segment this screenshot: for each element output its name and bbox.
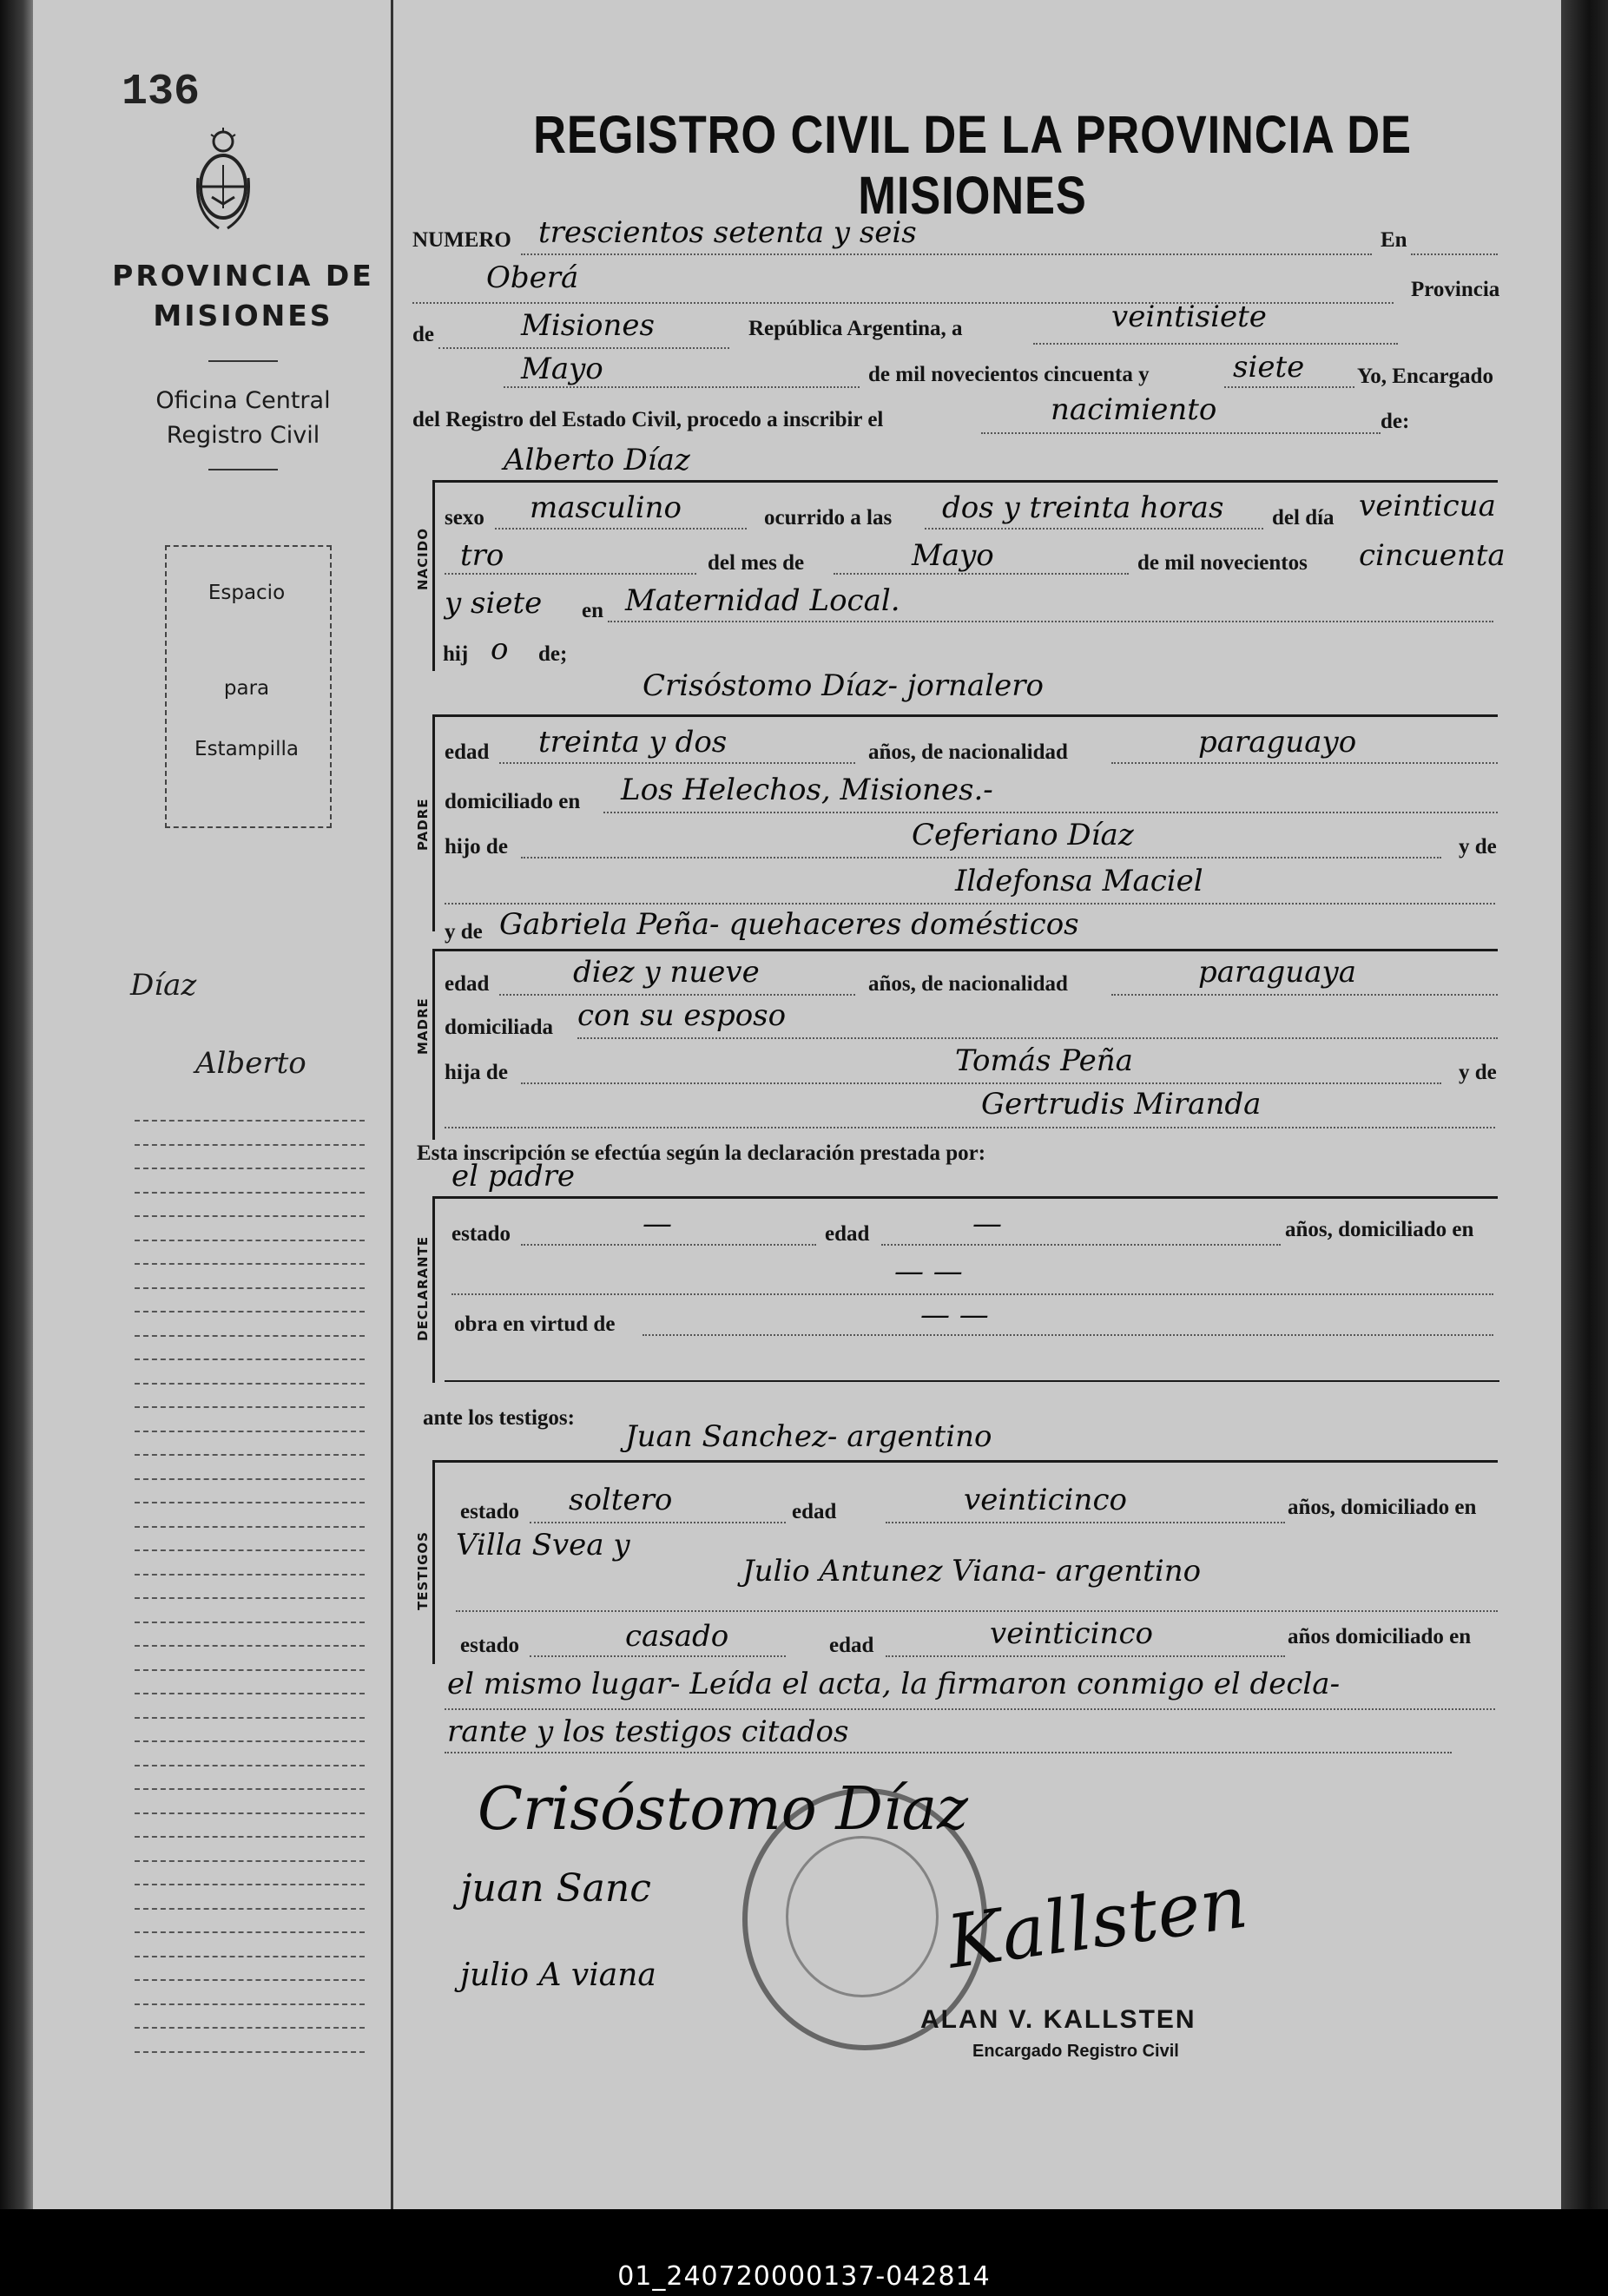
republica-label: República Argentina, a (748, 317, 963, 340)
closing-line-1: el mismo lugar- Leída el acta, la firmaron conmigo el decla- (447, 1667, 1341, 1701)
t1-estado-value: soltero (569, 1483, 673, 1517)
act-value: nacimiento (1051, 392, 1217, 427)
line (1033, 343, 1398, 345)
line (445, 1752, 1452, 1753)
margin-rule-line (135, 1860, 365, 1863)
divider (208, 469, 278, 470)
section-rule (434, 480, 1498, 483)
t1-edad-label: edad (792, 1500, 837, 1523)
place-value: Oberá (486, 260, 579, 295)
line (445, 903, 1495, 905)
section-rule (434, 949, 1498, 951)
margin-rule-line (135, 1335, 365, 1338)
padre-father-value: Ceferiano Díaz (912, 818, 1134, 852)
decl-edad-label: edad (825, 1222, 870, 1246)
child-name: Alberto Díaz (504, 443, 690, 477)
line (603, 812, 1498, 813)
line (881, 1244, 1281, 1246)
hijo-de-label: de; (538, 642, 568, 666)
madre-nac-label: años, de nacionalidad (868, 972, 1068, 996)
section-rule (434, 1196, 1498, 1199)
margin-rule-line (135, 1215, 365, 1218)
margin-rule-line (135, 1240, 365, 1242)
madre-father-value: Tomás Peña (955, 1043, 1133, 1078)
mother-name: Gabriela Peña- quehaceres domésticos (499, 907, 1079, 942)
margin-rule-line (135, 1263, 365, 1266)
t2-edad-label: edad (829, 1634, 874, 1657)
document-title: REGISTRO CIVIL DE LA PROVINCIA DE MISIONES (533, 105, 1412, 225)
decl-obra-label: obra en virtud de (454, 1312, 616, 1336)
section-rule (434, 714, 1498, 717)
padre-mother-value: Ildefonsa Maciel (955, 864, 1203, 898)
de-label: de (412, 323, 434, 346)
section-border (432, 480, 435, 671)
margin-rule-line (135, 1931, 365, 1934)
padre-yde-label: y de (1459, 835, 1497, 859)
sexo-label: sexo (445, 506, 484, 530)
margin-given-name: Alberto (195, 1046, 306, 1081)
line (530, 1655, 786, 1657)
line (1111, 762, 1498, 764)
decl-dom-value: — — (894, 1254, 963, 1289)
signature-witness-2: julio A viana (460, 1957, 656, 1993)
t1-estado-label: estado (460, 1500, 520, 1523)
t1-edad-value: veinticinco (964, 1483, 1127, 1517)
line (456, 1610, 1498, 1612)
line (521, 1244, 816, 1246)
scan-id: 01_240720000137-042814 (617, 2261, 991, 2292)
margin-rule-line (135, 2051, 365, 2054)
margin-rule-line (135, 1669, 365, 1672)
margin-rule-line (135, 1478, 365, 1481)
margin-rule-line (135, 1693, 365, 1695)
declarante-section-label: DECLARANTE (415, 1235, 431, 1341)
dia-value: veinticua (1359, 489, 1496, 523)
official-name: ALAN V. KALLSTEN (920, 2005, 1196, 2034)
section-border (432, 1196, 435, 1383)
margin-rule-line (135, 1311, 365, 1313)
line (438, 347, 729, 349)
hora-value: dos y treinta horas (942, 490, 1224, 525)
signature-witness-1: juan Sanc (460, 1866, 651, 1911)
margin-rule-line (135, 1383, 365, 1385)
decl-edad-value: — (972, 1207, 1002, 1241)
line (521, 253, 1372, 255)
madre-mother-value: Gertrudis Miranda (981, 1087, 1262, 1122)
margin-rule-line (135, 1287, 365, 1290)
province-value: Misiones (521, 308, 655, 343)
hijo-value: o (491, 632, 509, 667)
dia-value-2: tro (460, 538, 504, 573)
province-line-2: MISIONES (153, 299, 333, 332)
padre-dom-label: domiciliado en (445, 790, 581, 813)
padre-edad-value: treinta y dos (538, 725, 728, 760)
decl-obra-value: — — (920, 1298, 989, 1332)
declarante-name: el padre (451, 1159, 575, 1194)
line (1411, 253, 1498, 255)
line (530, 1522, 786, 1523)
ocurrido-label: ocurrido a las (764, 506, 893, 530)
month-value: Mayo (521, 352, 603, 386)
testigo-1-name: Juan Sanchez- argentino (625, 1419, 992, 1454)
mes-value: Mayo (912, 538, 994, 573)
margin-rule-line (135, 1502, 365, 1504)
nacido-section-label: NACIDO (415, 528, 431, 590)
folio-number: 136 (122, 68, 201, 117)
line (504, 386, 860, 388)
anio-value-2: y siete (445, 586, 543, 621)
madre-section-label: MADRE (415, 997, 431, 1055)
father-name: Crisóstomo Díaz- jornalero (643, 668, 1044, 703)
section-border (432, 1460, 435, 1664)
en-label: en (582, 599, 603, 622)
padre-edad-label: edad (445, 740, 490, 764)
office-line-2: Registro Civil (166, 422, 320, 449)
line (643, 1334, 1493, 1336)
margin-rule-line (135, 1144, 365, 1147)
margin-rule-line (135, 1622, 365, 1624)
t2-edad-value: veinticinco (990, 1616, 1153, 1651)
closing-line-2: rante y los testigos citados (447, 1714, 849, 1749)
t2-estado-label: estado (460, 1634, 520, 1657)
margin-rule-line (135, 2003, 365, 2006)
anio-label: de mil novecientos (1137, 551, 1308, 575)
coat-of-arms-icon (193, 126, 254, 239)
sexo-value: masculino (530, 490, 682, 525)
margin-rule-line (135, 1717, 365, 1720)
madre-yde-label: y de (445, 920, 483, 944)
numero-label: NUMERO (412, 228, 511, 252)
anio-value: cincuenta (1359, 538, 1506, 573)
madre-edad-label: edad (445, 972, 490, 996)
decl-anios-label: años, domiciliado en (1285, 1218, 1474, 1241)
margin-rule-line (135, 1359, 365, 1361)
padre-hijo-de-label: hijo de (445, 835, 508, 859)
madre-dom-label: domiciliada (445, 1016, 554, 1039)
section-rule (434, 1460, 1498, 1463)
margin-rule-line (135, 1454, 365, 1457)
margin-surname: Díaz (130, 968, 197, 1003)
line (834, 573, 1129, 575)
hijo-label: hij (443, 642, 469, 666)
province-line-1: PROVINCIA DE (112, 259, 374, 293)
padre-nac-value: paraguayo (1198, 725, 1357, 760)
line (925, 528, 1263, 530)
line (886, 1522, 1285, 1523)
stamp-label-1: Espacio (208, 582, 286, 604)
margin-rule-line (135, 1788, 365, 1791)
province-heading (96, 256, 391, 336)
provincia-label: Provincia (1411, 278, 1500, 301)
margin-rule-line (135, 1765, 365, 1767)
divider (208, 360, 278, 362)
line (445, 1708, 1495, 1710)
stamp-label-3: Estampilla (194, 738, 299, 760)
padre-dom-value: Los Helechos, Misiones.- (621, 773, 993, 807)
madre-yde-label-2: y de (1459, 1061, 1497, 1084)
mes-label: del mes de (708, 551, 805, 575)
decl-estado-value: — (643, 1207, 672, 1241)
book-left-edge (0, 0, 33, 2209)
margin-rule-line (135, 1979, 365, 1982)
official-seal-inner (786, 1836, 939, 1997)
line (577, 1037, 1498, 1039)
margin-rule-line (135, 1956, 365, 1958)
line (981, 432, 1381, 434)
line (886, 1655, 1285, 1657)
en-label: En (1381, 228, 1407, 252)
margin-rule-line (135, 1168, 365, 1170)
day-value: veintisiete (1111, 299, 1267, 334)
padre-section-label: PADRE (415, 798, 431, 851)
official-role: Encargado Registro Civil (972, 2042, 1179, 2061)
margin-rule-line (135, 1574, 365, 1576)
line (608, 621, 1493, 622)
margin-rule-line (135, 1884, 365, 1886)
margin-rule-line (135, 1645, 365, 1648)
margin-rule-line (135, 1549, 365, 1552)
line (445, 1127, 1495, 1128)
year-value: siete (1233, 350, 1305, 385)
section-border (432, 949, 435, 1140)
padre-nac-label: años, de nacionalidad (868, 740, 1068, 764)
year-label: de mil novecientos cincuenta y (868, 363, 1150, 386)
office-heading (96, 384, 391, 453)
signature-official: Kallsten (941, 1859, 1253, 1985)
birth-place-value: Maternidad Local. (625, 583, 900, 618)
margin-rule-line (135, 2027, 365, 2030)
line (495, 528, 747, 530)
t2-anios-label: años domiciliado en (1288, 1625, 1472, 1648)
madre-hija-de-label: hija de (445, 1061, 508, 1084)
line (521, 857, 1441, 859)
registro-label: del Registro del Estado Civil, procedo a inscribir el (412, 408, 884, 431)
margin-rule-line (135, 1740, 365, 1743)
t1-anios-label: años, domiciliado en (1288, 1496, 1477, 1519)
yo-label: Yo, Encargado (1357, 365, 1493, 388)
margin-rule-line (135, 1120, 365, 1122)
signature-father: Crisóstomo Díaz (478, 1775, 968, 1844)
line (521, 1082, 1441, 1084)
margin-rule-line (135, 1812, 365, 1815)
testigos-intro: ante los testigos: (423, 1406, 575, 1430)
del-dia-label: del día (1272, 506, 1335, 530)
line (1224, 386, 1354, 388)
margin-rule-line (135, 1431, 365, 1433)
margin-rule-line (135, 1908, 365, 1911)
madre-edad-value: diez y nueve (573, 955, 760, 990)
line (445, 573, 696, 575)
margin-rule-line (135, 1526, 365, 1529)
margin-rule-line (135, 1406, 365, 1409)
t1-dom-value: Villa Svea y (456, 1528, 630, 1562)
office-line-1: Oficina Central (155, 387, 331, 414)
decl-estado-label: estado (451, 1222, 511, 1246)
line (451, 1293, 1493, 1295)
testigo-2-name: Julio Antunez Viana- argentino (742, 1554, 1202, 1589)
book-spine (1561, 0, 1608, 2209)
t2-estado-value: casado (625, 1619, 729, 1654)
madre-dom-value: con su esposo (577, 998, 787, 1033)
line (499, 762, 855, 764)
stamp-label-2: para (223, 677, 270, 700)
margin-rule-line (135, 1597, 365, 1600)
margin-rule-line (135, 1192, 365, 1194)
de-label-3: de: (1381, 410, 1410, 433)
testigos-section-label: TESTIGOS (415, 1531, 431, 1610)
line (1111, 994, 1498, 996)
numero-value: trescientos setenta y seis (538, 215, 917, 250)
section-rule (445, 1380, 1499, 1382)
section-border (432, 714, 435, 931)
line (499, 994, 855, 996)
margin-rule-line (135, 1836, 365, 1839)
madre-nac-value: paraguaya (1198, 955, 1356, 990)
declaracion-intro: Esta inscripción se efectúa según la declaración prestada por: (417, 1141, 986, 1165)
